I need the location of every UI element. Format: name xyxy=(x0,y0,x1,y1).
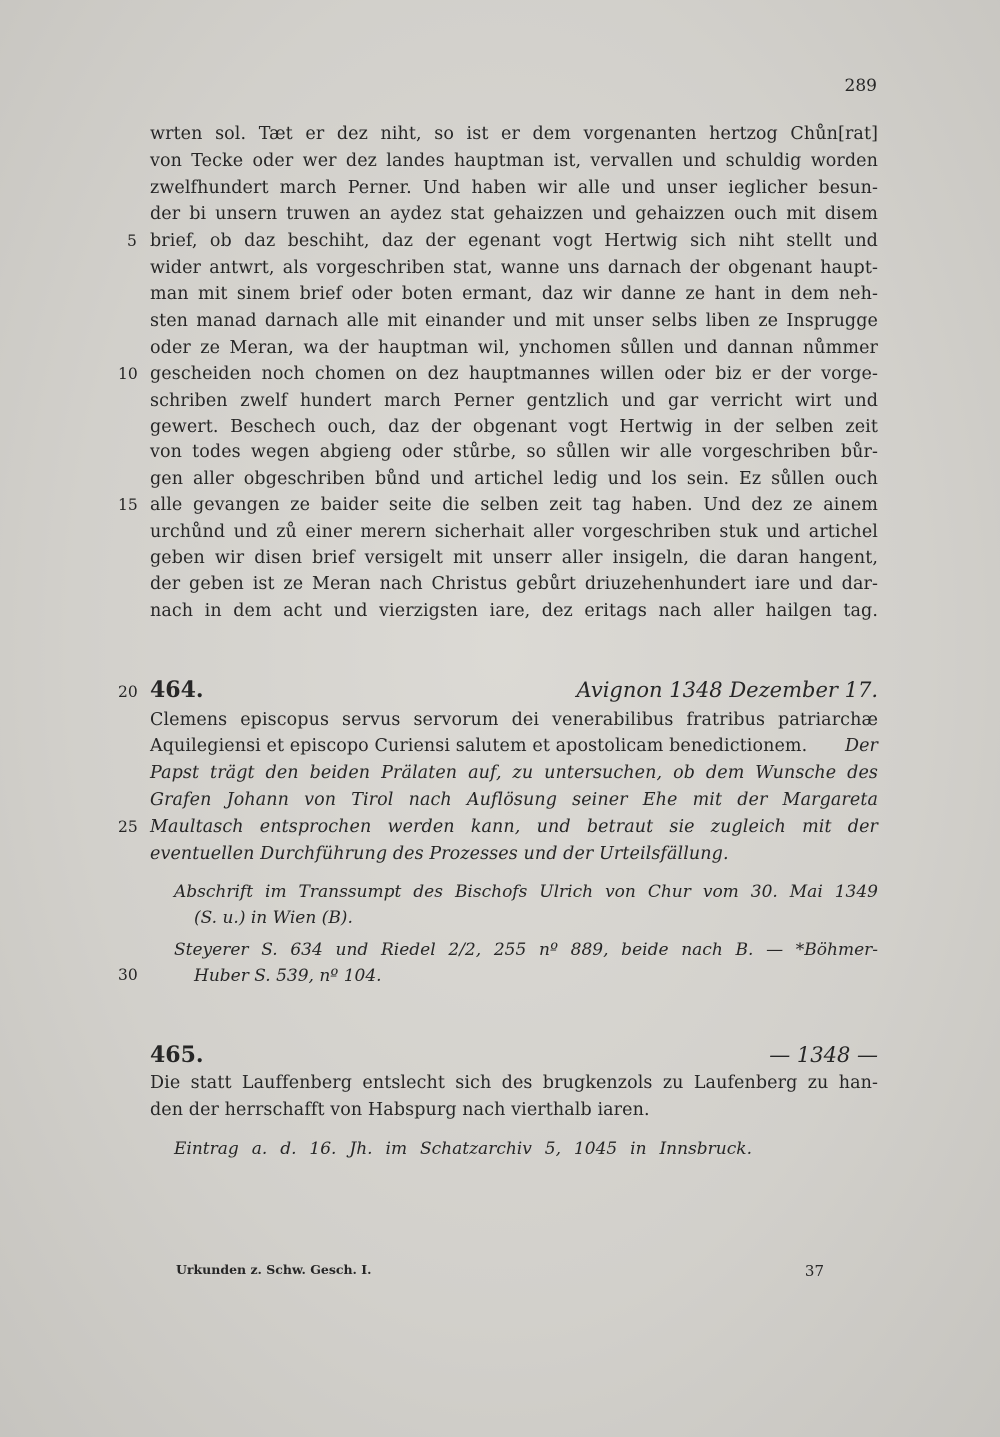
text-line-roman: Aquilegiensi et episcopo Curiensi salutem et apostolicam benedictionem. xyxy=(150,736,808,756)
text-line: der bi unsern truwen an aydez stat gehaizzen und gehaizzen ouch mit disem xyxy=(150,204,878,224)
text-line: urchůnd und zů einer merern sicherhait aller vorgeschriben stuk und artichel xyxy=(150,522,878,542)
regest-line: Papst trägt den beiden Prälaten auf, zu untersuchen, ob dem Wunsche des xyxy=(150,763,878,783)
text-line: zwelfhundert march Perner. Und haben wir alle und unser ieglicher besun- xyxy=(150,178,878,198)
text-line: den der herrschafft von Habspurg nach vierthalb iaren. xyxy=(150,1100,650,1120)
text-line: gewert. Beschech ouch, daz der obgenant vogt Hertwig in der selben zeit xyxy=(150,417,878,437)
line-number: 25 xyxy=(118,818,138,836)
source-note: Abschrift im Transsumpt des Bischofs Ulrich von Chur vom 30. Mai 1349 xyxy=(174,882,878,902)
text-line: alle gevangen ze baider seite die selben zeit tag haben. Und dez ze ainem xyxy=(150,495,878,515)
text-line: man mit sinem brief oder boten ermant, daz wir danne ze hant in dem neh- xyxy=(150,284,878,304)
text-line-italic-tail: Der xyxy=(844,736,878,756)
text-line: von Tecke oder wer dez landes hauptman ist, vervallen und schuldig worden xyxy=(150,151,878,171)
text-line xyxy=(150,733,878,759)
source-note: Huber S. 539, nº 104. xyxy=(194,966,382,986)
line-number: 15 xyxy=(118,496,138,514)
text-line: der geben ist ze Meran nach Christus gebůrt driuzehenhundert iare und dar- xyxy=(150,574,878,594)
footer-signature: 37 xyxy=(804,1262,824,1280)
regest-line: eventuellen Durchführung des Prozesses und der Urteilsfällung. xyxy=(150,844,729,864)
line-number: 5 xyxy=(127,232,137,250)
regest-line: Maultasch entsprochen werden kann, und betraut sie zugleich mit der xyxy=(150,817,878,837)
entry-number: 465. xyxy=(150,1042,204,1068)
text-line: sten manad darnach alle mit einander und mit unser selbs liben ze Insprugge xyxy=(150,311,878,331)
text-line: gescheiden noch chomen on dez hauptmannes willen oder biz er der vorge- xyxy=(150,364,878,384)
text-line: brief, ob daz beschiht, daz der egenant vogt Hertwig sich niht stellt und xyxy=(150,231,878,251)
entry-number: 464. xyxy=(150,677,204,703)
line-number: 10 xyxy=(118,365,138,383)
source-note: Steyerer S. 634 und Riedel 2/2, 255 nº 889, beide nach B. — *Böhmer- xyxy=(174,940,878,960)
source-note: (S. u.) in Wien (B). xyxy=(194,908,353,928)
regest-line: Grafen Johann von Tirol nach Auflösung seiner Ehe mit der Margareta xyxy=(150,790,878,810)
text-line: Die statt Lauffenberg entslecht sich des brugkenzols zu Laufenberg zu han- xyxy=(150,1073,878,1093)
text-line: oder ze Meran, wa der hauptman wil, ynchomen sůllen und dannan nůmmer xyxy=(150,338,878,358)
text-line: schriben zwelf hundert march Perner gentzlich und gar verricht wirt und xyxy=(150,391,878,411)
line-number: 30 xyxy=(118,966,138,984)
text-line: Clemens episcopus servus servorum dei venerabilibus fratribus patriarchæ xyxy=(150,710,878,730)
entry-date: — 1348 — xyxy=(769,1043,878,1067)
text-line: wider antwrt, als vorgeschriben stat, wanne uns darnach der obgenant haupt- xyxy=(150,258,878,278)
source-note: Eintrag a. d. 16. Jh. im Schatzarchiv 5, 1045 in Innsbruck. xyxy=(174,1139,752,1159)
entry-date: Avignon 1348 Dezember 17. xyxy=(576,678,878,702)
text-line: gen aller obgeschriben bůnd und artichel ledig und los sein. Ez sůllen ouch xyxy=(150,469,878,489)
page-number: 289 xyxy=(844,76,877,96)
footer-series-title: Urkunden z. Schw. Gesch. I. xyxy=(176,1262,372,1277)
text-line: nach in dem acht und vierzigsten iare, dez eritags nach aller hailgen tag. xyxy=(150,601,878,621)
text-line: wrten sol. Tæt er dez niht, so ist er dem vorgenanten hertzog Chůn[rat] xyxy=(150,124,878,144)
text-line: geben wir disen brief versigelt mit unserr aller insigeln, die daran hangent, xyxy=(150,548,878,568)
text-line: von todes wegen abgieng oder stůrbe, so sůllen wir alle vorgeschriben bůr- xyxy=(150,442,878,462)
line-number: 20 xyxy=(118,683,138,701)
